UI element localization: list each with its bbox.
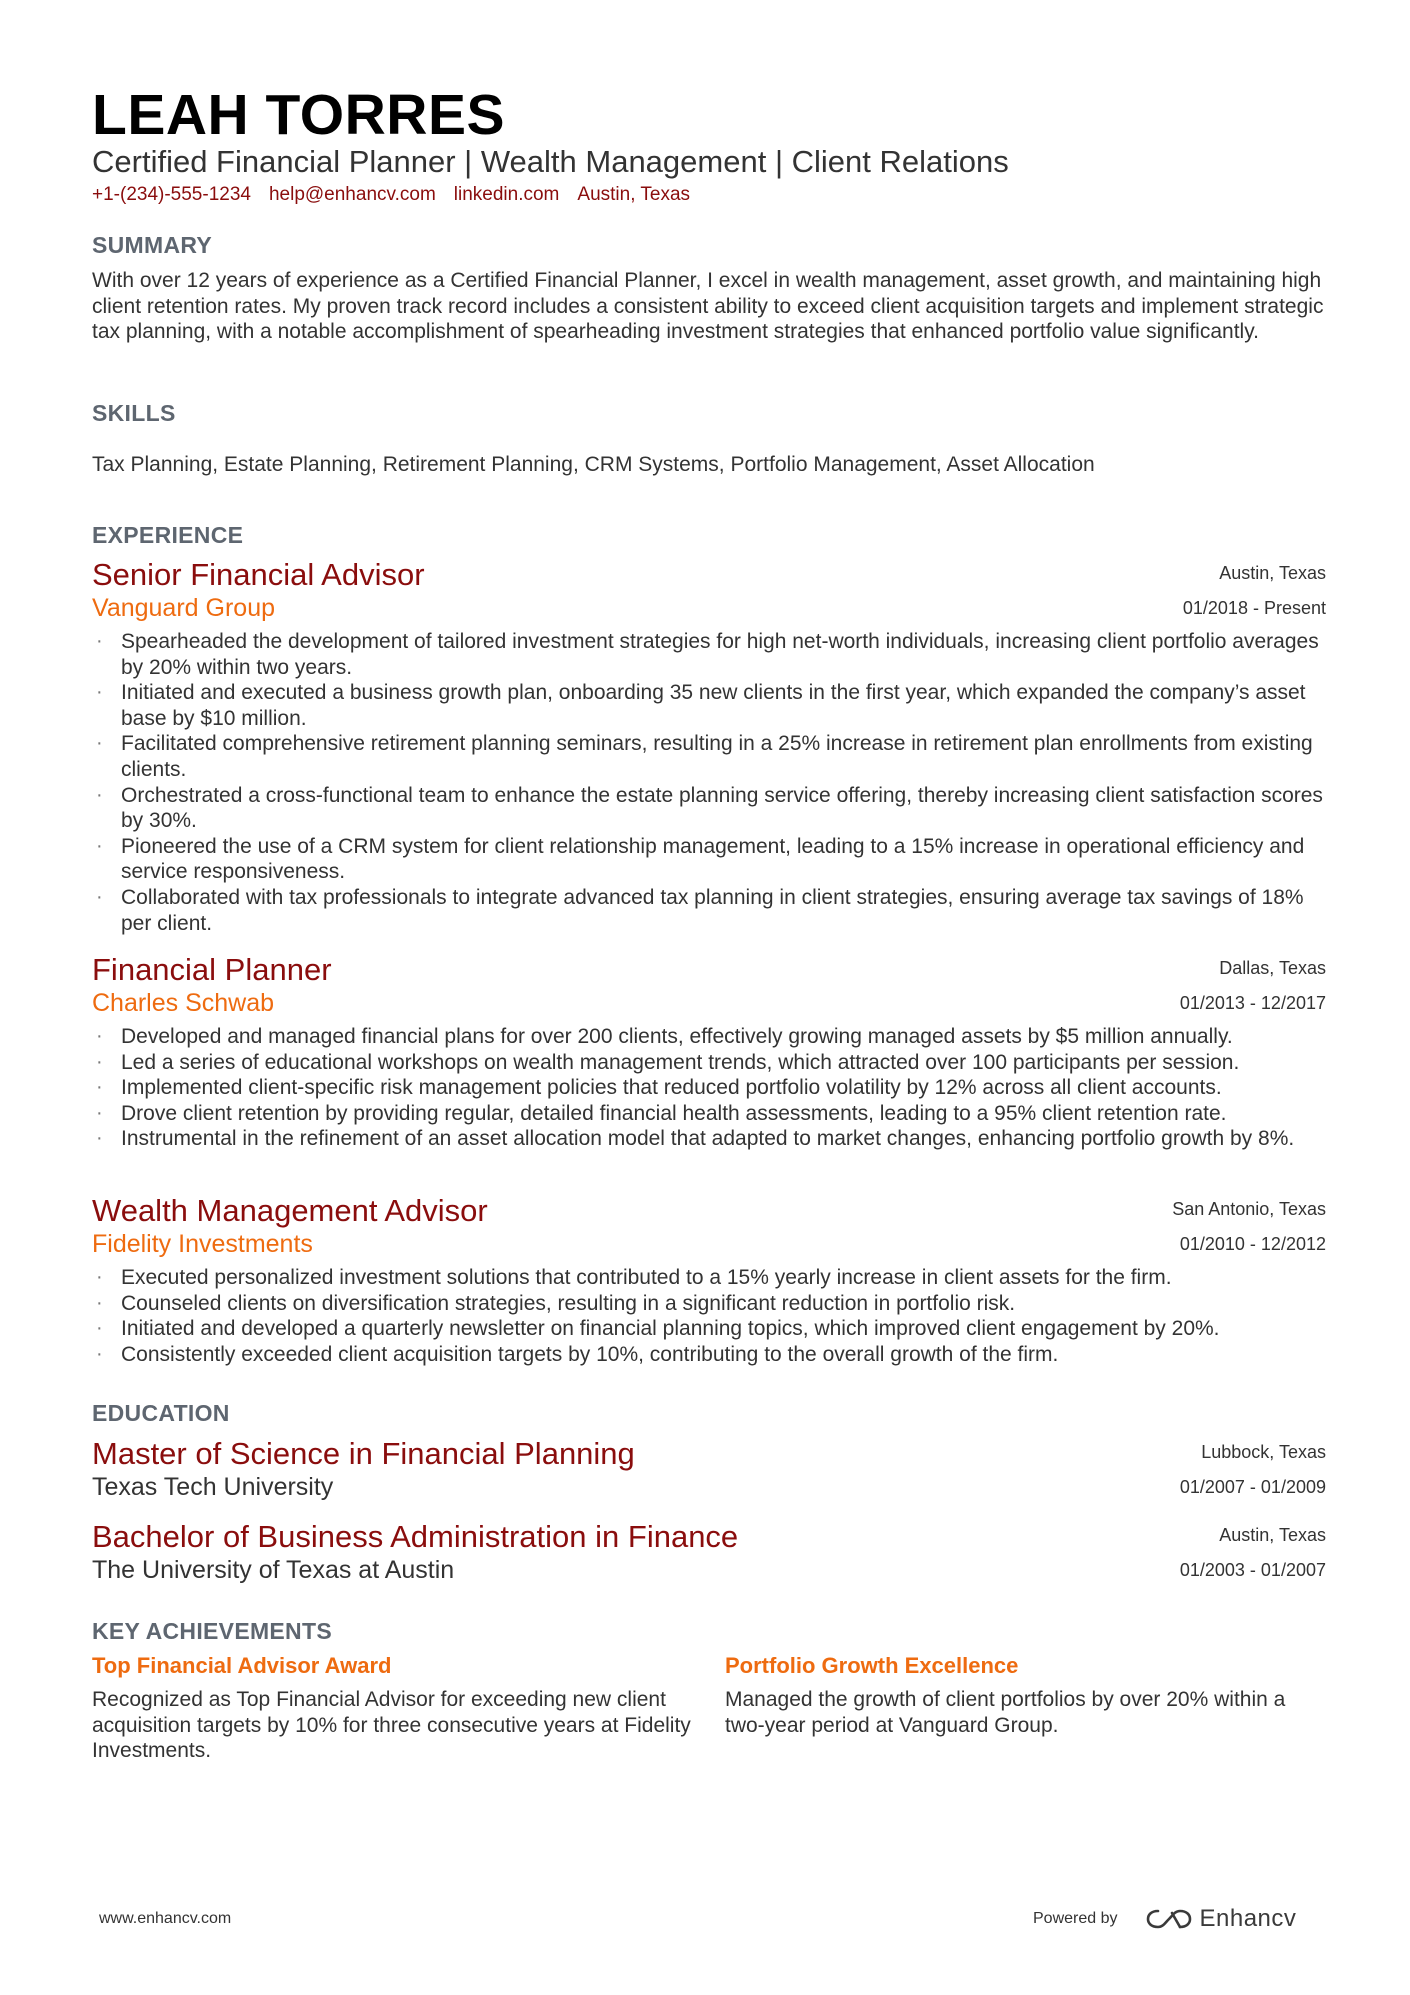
- job-location: San Antonio, Texas: [1172, 1199, 1326, 1219]
- job-company: Vanguard Group: [92, 594, 275, 622]
- job-bullet: · Initiated and developed a quarterly newsletter on financial planning topics, which improved client engagement by 20%.: [92, 1316, 1326, 1342]
- education-dates: 01/2007 - 01/2009: [1179, 1477, 1326, 1497]
- job-bullet: · Led a series of educational workshops on wealth management trends, which attracted over 100 participants per session.: [92, 1050, 1326, 1076]
- job-title: Financial Planner: [92, 952, 332, 987]
- achievement-title: Top Financial Advisor Award: [92, 1653, 392, 1678]
- education-location: Lubbock, Texas: [1201, 1442, 1326, 1462]
- job-company: Charles Schwab: [92, 989, 275, 1017]
- job-bullet: · Pioneered the use of a CRM system for client relationship management, leading to a 15% increase in operational efficiency and service responsiveness.: [92, 834, 1326, 885]
- education-entry: [92, 1436, 1326, 1502]
- job-location: Dallas, Texas: [1219, 958, 1326, 978]
- contact-location: Austin, Texas: [577, 184, 691, 205]
- section-title-education: EDUCATION: [92, 1400, 230, 1426]
- achievement-item: [725, 1652, 1325, 1738]
- achievement-desc: Managed the growth of client portfolios by over 20% within a two-year period at Vanguard Group.: [725, 1688, 1286, 1737]
- section-title-achievements: KEY ACHIEVEMENTS: [92, 1618, 332, 1644]
- job-bullet: · Developed and managed financial plans for over 200 clients, effectively growing managed assets by $5 million annually.: [92, 1024, 1326, 1050]
- skills-text: Tax Planning, Estate Planning, Retirement Planning, CRM Systems, Portfolio Management, Asset Allocation: [92, 453, 1095, 476]
- achievement-item: [92, 1652, 692, 1764]
- job-dates: 01/2010 - 12/2012: [1179, 1234, 1326, 1254]
- job-entry: [92, 557, 1326, 936]
- section-title-skills: SKILLS: [92, 400, 176, 426]
- job-company: Fidelity Investments: [92, 1230, 313, 1258]
- job-bullet: · Collaborated with tax professionals to integrate advanced tax planning in client strategies, ensuring average tax savings of 18% per client.: [92, 885, 1326, 936]
- contact-phone[interactable]: +1-(234)-555-1234: [92, 184, 251, 205]
- job-bullet: · Consistently exceeded client acquisition targets by 10%, contributing to the overall growth of the firm.: [92, 1342, 1326, 1368]
- job-entry: [92, 1193, 1326, 1367]
- job-title: Senior Financial Advisor: [92, 557, 425, 592]
- section-title-experience: EXPERIENCE: [92, 522, 244, 548]
- contact-line: [92, 184, 708, 206]
- contact-linkedin[interactable]: linkedin.com: [453, 184, 560, 205]
- education-degree: Master of Science in Financial Planning: [92, 1436, 635, 1471]
- education-degree: Bachelor of Business Administration in Finance: [92, 1519, 739, 1554]
- job-bullets: [92, 1024, 1326, 1152]
- education-school: Texas Tech University: [92, 1473, 334, 1501]
- job-bullet: · Initiated and executed a business growth plan, onboarding 35 new clients in the first year, which expanded the company’s asset base by $10 million.: [92, 680, 1326, 731]
- job-bullets: [92, 1265, 1326, 1367]
- enhancv-brand-name: Enhancv: [1199, 1905, 1297, 1932]
- job-bullet: · Orchestrated a cross-functional team to enhance the estate planning service offering, thereby increasing client satisfaction scores by 30%.: [92, 783, 1326, 834]
- candidate-headline: Certified Financial Planner | Wealth Management | Client Relations: [92, 144, 1009, 179]
- summary-text: With over 12 years of experience as a Certified Financial Planner, I excel in wealth management, asset growth, and maintaining high client retention rates. My proven track record includes a consistent ability to exceed client acquisition targets and implement strategic tax planning, with a notable accomplishment of spearheading investment strategies that enhanced portfolio value significantly.: [92, 269, 1324, 343]
- job-location: Austin, Texas: [1219, 563, 1326, 583]
- education-entry: [92, 1519, 1326, 1585]
- job-bullet: · Counseled clients on diversification strategies, resulting in a significant reduction in portfolio risk.: [92, 1291, 1326, 1317]
- job-bullet: · Implemented client-specific risk management policies that reduced portfolio volatility by 12% across all client accounts.: [92, 1075, 1326, 1101]
- education-location: Austin, Texas: [1219, 1525, 1326, 1545]
- job-bullet: · Spearheaded the development of tailored investment strategies for high net-worth individuals, increasing client portfolio averages by 20% within two years.: [92, 629, 1326, 680]
- job-dates: 01/2013 - 12/2017: [1179, 993, 1326, 1013]
- education-school: The University of Texas at Austin: [92, 1556, 455, 1584]
- enhancv-logo-icon: [1146, 1907, 1192, 1931]
- job-title: Wealth Management Advisor: [92, 1193, 488, 1228]
- achievement-title: Portfolio Growth Excellence: [725, 1653, 1019, 1678]
- footer-website[interactable]: www.enhancv.com: [99, 1910, 232, 1927]
- section-title-summary: SUMMARY: [92, 232, 213, 258]
- job-bullets: [92, 629, 1326, 936]
- achievement-desc: Recognized as Top Financial Advisor for exceeding new client acquisition targets by 10% for three consecutive years at Fidelity Investments.: [92, 1688, 691, 1762]
- job-dates: 01/2018 - Present: [1182, 598, 1326, 618]
- job-bullet: · Drove client retention by providing regular, detailed financial health assessments, leading to a 95% client retention rate.: [92, 1101, 1326, 1127]
- footer-branding: [1033, 1902, 1296, 1936]
- candidate-name: LEAH TORRES: [92, 83, 505, 147]
- job-bullet: · Instrumental in the refinement of an asset allocation model that adapted to market changes, enhancing portfolio growth by 8%.: [92, 1126, 1326, 1152]
- job-bullet: · Facilitated comprehensive retirement planning seminars, resulting in a 25% increase in retirement plan enrollments from existing clients.: [92, 731, 1326, 782]
- contact-email[interactable]: help@enhancv.com: [268, 184, 436, 205]
- education-dates: 01/2003 - 01/2007: [1179, 1560, 1326, 1580]
- job-entry: [92, 952, 1326, 1152]
- job-bullet: · Executed personalized investment solutions that contributed to a 15% yearly increase in client assets for the firm.: [92, 1265, 1326, 1291]
- powered-by-label: Powered by: [1033, 1910, 1118, 1927]
